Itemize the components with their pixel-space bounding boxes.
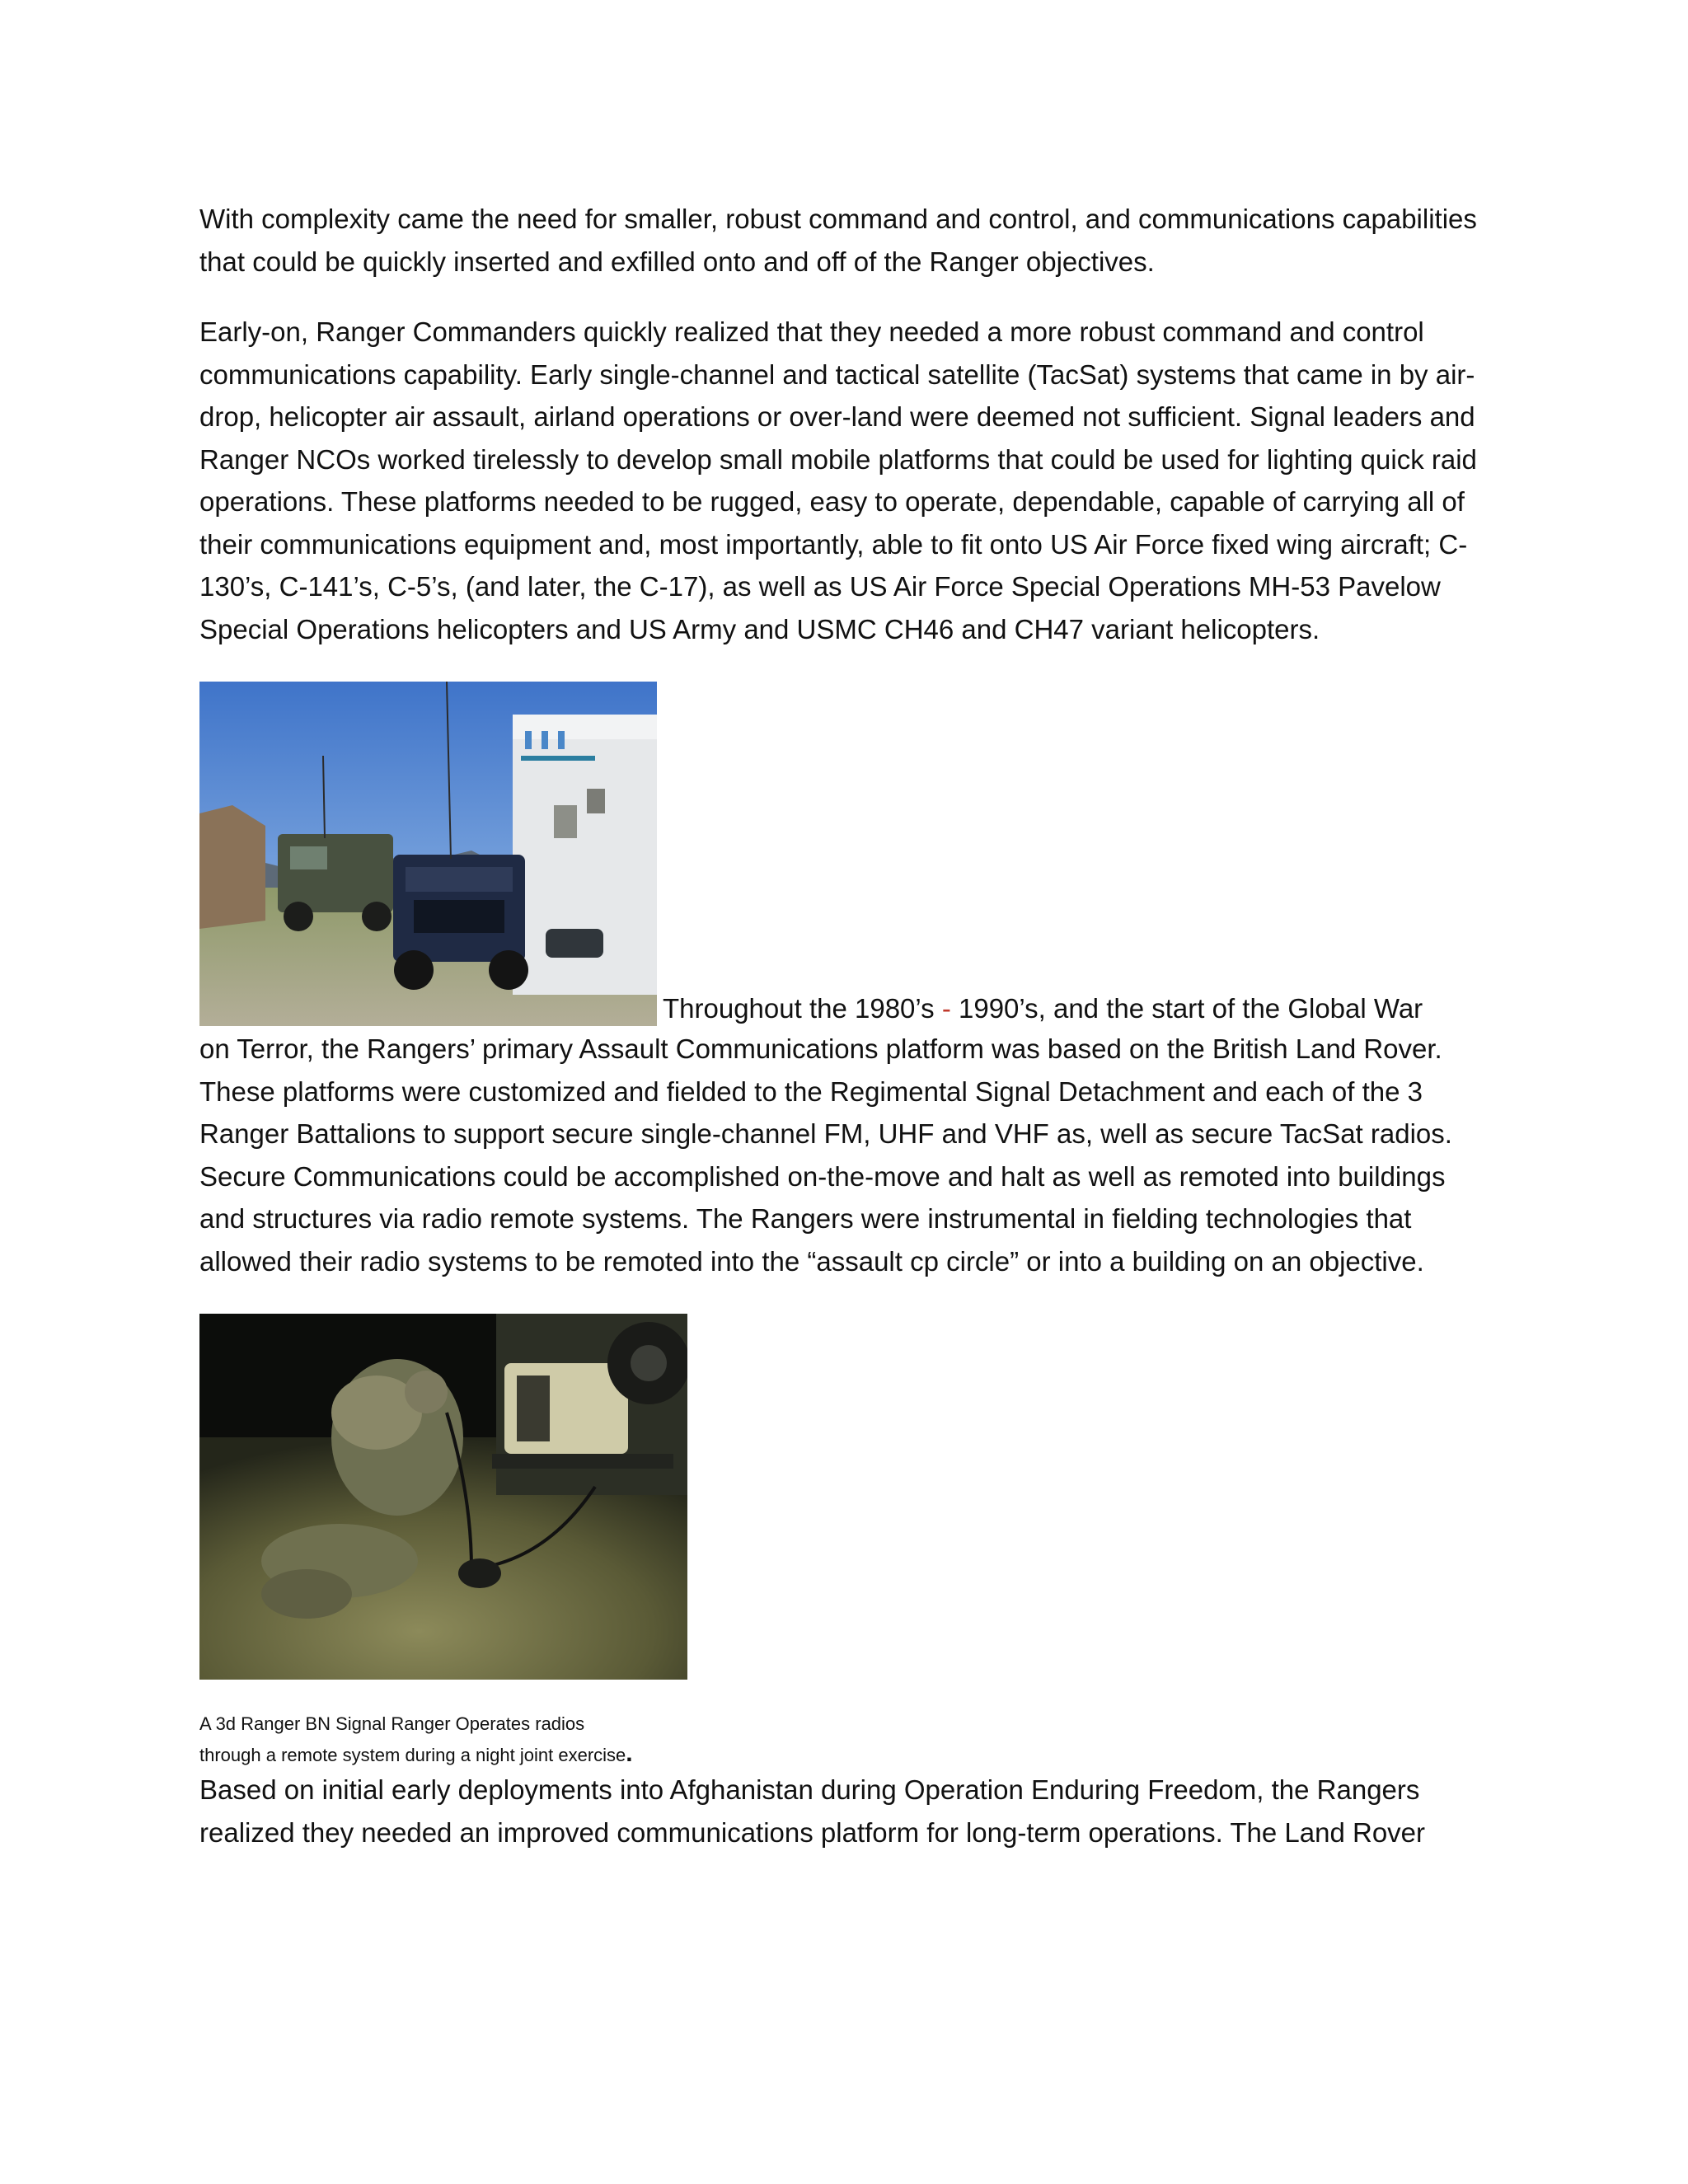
night-exercise-photo bbox=[199, 1314, 687, 1680]
paragraph-intro: With complexity came the need for smaller, robust command and control, and communications capabilities that could be quickly inserted and exfilled onto and off of the Ranger objectives. bbox=[199, 204, 1477, 277]
land-rover-photo-block bbox=[199, 682, 1493, 1026]
paragraph-land-rover: on Terror, the Rangers’ primary Assault Communications platform was based on the British Land Rover. These platforms were customized and fielded to the Regimental Signal Detachment and each of the 3 Ranger Battalions to support secure single-channel FM, UHF and VHF as, well as secure TacSat radios. Secure Communications could be accomplished on-the-move and halt as well as remoted into buildings and structures via radio remote systems. The Rangers were instrumental in fielding technologies that allowed their radio systems to be remoted into the “assault cp circle” or into a building on an objective. bbox=[199, 1033, 1452, 1277]
caption-line-2-text: through a remote system during a night joint exercise bbox=[199, 1745, 626, 1765]
photo-caption bbox=[199, 1709, 1493, 1770]
text-fragment-dash: - bbox=[941, 992, 951, 1024]
land-rover-photo bbox=[199, 682, 657, 1026]
caption-line-1: A 3d Ranger BN Signal Ranger Operates radios bbox=[199, 1713, 585, 1734]
text-fragment-1980s: Throughout the 1980’s bbox=[663, 992, 942, 1024]
caption-period: . bbox=[626, 1740, 633, 1767]
text-fragment-1990s: 1990’s, and the start of the Global War bbox=[950, 992, 1423, 1024]
paragraph-early-on: Early-on, Ranger Commanders quickly realized that they needed a more robust command and control communications capability. Early single-channel and tactical satellite (TacSat) systems that came in by air-drop, helicopter air assault, airland operations or over-land were deemed not sufficient. Signal leaders and Ranger NCOs worked tirelessly to develop small mobile platforms that could be used for lighting quick raid operations. These platforms needed to be rugged, easy to operate, dependable, capable of carrying all of their communications equipment and, most importantly, able to fit onto US Air Force fixed wing aircraft; C-130’s, C-141’s, C-5’s, (and later, the C-17), as well as US Air Force Special Operations MH-53 Pavelow Special Operations helicopters and US Army and USMC CH46 and CH47 variant helicopters. bbox=[199, 316, 1477, 644]
caption-line-2 bbox=[199, 1739, 1493, 1770]
paragraph-land-rover-start bbox=[663, 987, 1423, 1030]
paragraph-afghanistan: Based on initial early deployments into Afghanistan during Operation Enduring Freedom, the Rangers realized they needed an improved communications platform for long-term operations. The Land Rover bbox=[199, 1774, 1426, 1848]
document-page bbox=[199, 198, 1493, 1854]
